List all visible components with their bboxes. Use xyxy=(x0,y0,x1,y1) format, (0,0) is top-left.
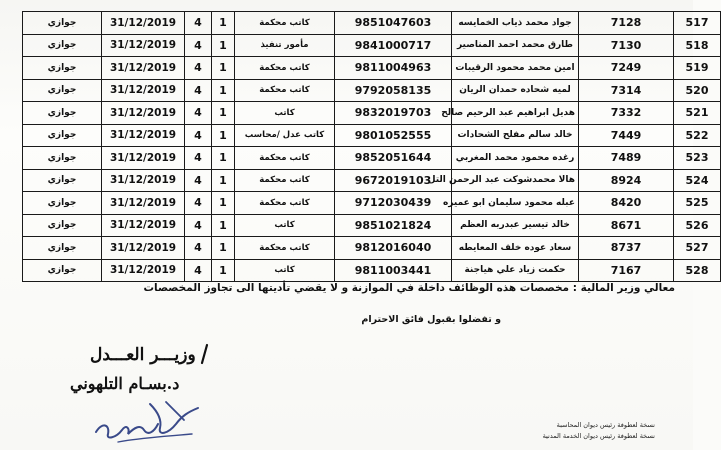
cell-sequence: 528 xyxy=(674,259,721,282)
copy-line: نسخة لعطوفة رئيس ديوان الخدمة المدنية xyxy=(542,432,655,440)
table-row xyxy=(23,147,721,170)
cell-category: 1 xyxy=(212,192,235,215)
cell-job-title: كاتب xyxy=(235,259,335,282)
cell-job-title: كاتب محكمة xyxy=(235,57,335,80)
cell-employee-number: 8671 xyxy=(579,214,674,237)
copies-list xyxy=(543,420,655,442)
cell-employee-number: 8924 xyxy=(579,169,674,192)
cell-employee-number: 7314 xyxy=(579,79,674,102)
cell-employee-number: 8737 xyxy=(579,237,674,260)
cell-grade: 4 xyxy=(185,102,212,125)
cell-grade: 4 xyxy=(185,124,212,147)
cell-employee-name: سعاد عوده خلف المعايطه xyxy=(452,237,579,260)
cell-sequence: 519 xyxy=(674,57,721,80)
cell-appointment-type: جوازي xyxy=(23,147,102,170)
cell-grade: 4 xyxy=(185,34,212,57)
cell-employee-name: هديل ابراهيم عبد الرحيم صالح xyxy=(452,102,579,125)
cell-category: 1 xyxy=(212,124,235,147)
cell-appointment-type: جوازي xyxy=(23,34,102,57)
cell-category: 1 xyxy=(212,147,235,170)
budget-note: معالي وزير المالية : مخصصات هذه الوظائف داخلة في الموازنة و لا يقضي تأديتها الى تجاوز المخصصات xyxy=(143,282,675,294)
table-row xyxy=(23,259,721,282)
cell-sequence: 527 xyxy=(674,237,721,260)
cell-national-id: 9851021824 xyxy=(335,214,452,237)
cell-job-title: كاتب xyxy=(235,214,335,237)
cell-appointment-type: جوازي xyxy=(23,214,102,237)
cell-appointment-type: جوازي xyxy=(23,102,102,125)
cell-sequence: 518 xyxy=(674,34,721,57)
cell-employee-name: امين محمد محمود الرقيبات xyxy=(452,57,579,80)
cell-employee-number: 7449 xyxy=(579,124,674,147)
cell-date: 31/12/2019 xyxy=(102,102,185,125)
cell-job-title: كاتب محكمة xyxy=(235,237,335,260)
cell-sequence: 524 xyxy=(674,169,721,192)
employee-table xyxy=(22,11,721,282)
cell-date: 31/12/2019 xyxy=(102,214,185,237)
table-row xyxy=(23,79,721,102)
cell-employee-number: 7249 xyxy=(579,57,674,80)
cell-national-id: 9852051644 xyxy=(335,147,452,170)
cell-date: 31/12/2019 xyxy=(102,259,185,282)
cell-national-id: 9801052555 xyxy=(335,124,452,147)
cell-appointment-type: جوازي xyxy=(23,57,102,80)
cell-grade: 4 xyxy=(185,12,212,35)
cell-employee-name: جواد محمد ذياب الخمايسه xyxy=(452,12,579,35)
cell-appointment-type: جوازي xyxy=(23,124,102,147)
cell-job-title: كاتب محكمة xyxy=(235,147,335,170)
cell-appointment-type: جوازي xyxy=(23,12,102,35)
minister-name: د.بسـام التلهوني xyxy=(70,374,180,393)
cell-category: 1 xyxy=(212,79,235,102)
table-row xyxy=(23,214,721,237)
cell-appointment-type: جوازي xyxy=(23,192,102,215)
cell-sequence: 520 xyxy=(674,79,721,102)
cell-employee-number: 7130 xyxy=(579,34,674,57)
table-row xyxy=(23,34,721,57)
cell-national-id: 9792058135 xyxy=(335,79,452,102)
table-row xyxy=(23,169,721,192)
cell-date: 31/12/2019 xyxy=(102,237,185,260)
cell-employee-number: 7128 xyxy=(579,12,674,35)
cell-employee-name: لميه شحاده حمدان الريان xyxy=(452,79,579,102)
cell-date: 31/12/2019 xyxy=(102,79,185,102)
cell-national-id: 9832019703 xyxy=(335,102,452,125)
cell-job-title: كاتب محكمة xyxy=(235,12,335,35)
initial-mark xyxy=(198,343,212,367)
cell-date: 31/12/2019 xyxy=(102,192,185,215)
cell-category: 1 xyxy=(212,237,235,260)
cell-category: 1 xyxy=(212,34,235,57)
cell-national-id: 9712030439 xyxy=(335,192,452,215)
cell-employee-number: 7332 xyxy=(579,102,674,125)
cell-date: 31/12/2019 xyxy=(102,12,185,35)
cell-category: 1 xyxy=(212,102,235,125)
table-row xyxy=(23,124,721,147)
cell-employee-name: عبله محمود سليمان ابو عميره xyxy=(452,192,579,215)
cell-grade: 4 xyxy=(185,237,212,260)
cell-date: 31/12/2019 xyxy=(102,169,185,192)
cell-employee-name: رغده محمود محمد المغربي xyxy=(452,147,579,170)
cell-date: 31/12/2019 xyxy=(102,124,185,147)
cell-national-id: 9851047603 xyxy=(335,12,452,35)
cell-date: 31/12/2019 xyxy=(102,57,185,80)
cell-national-id: 9811004963 xyxy=(335,57,452,80)
closing-line: و تفضلوا بقبول فائق الاحترام xyxy=(361,314,501,325)
cell-job-title: كاتب محكمة xyxy=(235,79,335,102)
cell-appointment-type: جوازي xyxy=(23,79,102,102)
cell-employee-number: 7489 xyxy=(579,147,674,170)
cell-national-id: 9841000717 xyxy=(335,34,452,57)
cell-grade: 4 xyxy=(185,259,212,282)
cell-category: 1 xyxy=(212,57,235,80)
cell-category: 1 xyxy=(212,259,235,282)
table-row xyxy=(23,12,721,35)
cell-grade: 4 xyxy=(185,169,212,192)
cell-appointment-type: جوازي xyxy=(23,237,102,260)
cell-category: 1 xyxy=(212,12,235,35)
cell-job-title: كاتب xyxy=(235,102,335,125)
cell-sequence: 523 xyxy=(674,147,721,170)
cell-employee-name: طارق محمد احمد المناصير xyxy=(452,34,579,57)
handwritten-signature xyxy=(88,394,218,446)
cell-sequence: 526 xyxy=(674,214,721,237)
cell-national-id: 9812016040 xyxy=(335,237,452,260)
cell-job-title: مأمور تنفيذ xyxy=(235,34,335,57)
cell-date: 31/12/2019 xyxy=(102,147,185,170)
cell-sequence: 522 xyxy=(674,124,721,147)
cell-employee-name: هالا محمدشوكت عبد الرحمن التل xyxy=(452,169,579,192)
cell-grade: 4 xyxy=(185,79,212,102)
cell-sequence: 517 xyxy=(674,12,721,35)
cell-employee-number: 7167 xyxy=(579,259,674,282)
cell-category: 1 xyxy=(212,214,235,237)
cell-employee-name: حكمت زياد علي هياجنة xyxy=(452,259,579,282)
cell-employee-name: خالد تيسير عبدربه العظم xyxy=(452,214,579,237)
cell-appointment-type: جوازي xyxy=(23,169,102,192)
minister-title: وزيـــر العـــدل xyxy=(90,345,196,365)
cell-date: 31/12/2019 xyxy=(102,34,185,57)
cell-employee-number: 8420 xyxy=(579,192,674,215)
cell-grade: 4 xyxy=(185,147,212,170)
cell-grade: 4 xyxy=(185,214,212,237)
table-row xyxy=(23,237,721,260)
table-row xyxy=(23,57,721,80)
cell-grade: 4 xyxy=(185,192,212,215)
cell-appointment-type: جوازي xyxy=(23,259,102,282)
cell-employee-name: خالد سالم مفلح الشحادات xyxy=(452,124,579,147)
cell-sequence: 525 xyxy=(674,192,721,215)
copy-line: نسخة لعطوفة رئيس ديوان المحاسبة xyxy=(556,421,655,429)
cell-grade: 4 xyxy=(185,57,212,80)
cell-category: 1 xyxy=(212,169,235,192)
cell-national-id: 9811003441 xyxy=(335,259,452,282)
table-row xyxy=(23,102,721,125)
table-row xyxy=(23,192,721,215)
cell-job-title: كاتب محكمة xyxy=(235,169,335,192)
cell-sequence: 521 xyxy=(674,102,721,125)
cell-job-title: كاتب محكمة xyxy=(235,192,335,215)
cell-job-title: كاتب عدل /محاسب xyxy=(235,124,335,147)
employee-table-body xyxy=(23,12,721,282)
cell-national-id: 9672019103 xyxy=(335,169,452,192)
